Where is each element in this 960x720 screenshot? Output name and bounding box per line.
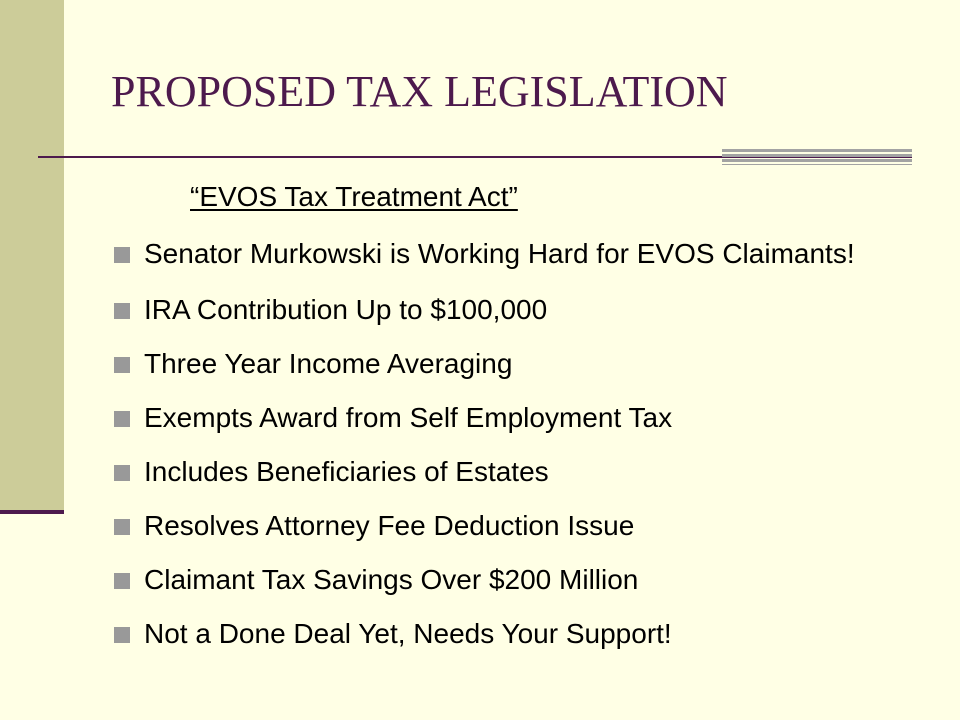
bullet-item (114, 400, 934, 436)
bullet-item (114, 454, 934, 490)
bullet-text: Exempts Award from Self Employment Tax (144, 402, 673, 433)
bullet-text: Not a Done Deal Yet, Needs Your Support! (144, 618, 672, 649)
square-bullet-icon (114, 519, 130, 535)
bullet-item (114, 236, 934, 272)
square-bullet-icon (114, 303, 130, 319)
square-bullet-icon (114, 465, 130, 481)
bullet-item (114, 346, 934, 382)
bullet-item (114, 292, 934, 328)
bullet-item (114, 616, 934, 652)
square-bullet-icon (114, 573, 130, 589)
slide-title: PROPOSED TAX LEGISLATION (111, 67, 728, 116)
slide-subtitle: “EVOS Tax Treatment Act” (190, 181, 518, 212)
bullet-text: Three Year Income Averaging (144, 348, 513, 379)
side-bar-underline (0, 510, 64, 514)
title-divider-accent (722, 149, 912, 165)
bullet-text: Resolves Attorney Fee Deduction Issue (144, 510, 635, 541)
bullet-item (114, 562, 934, 598)
bullet-text: IRA Contribution Up to $100,000 (144, 294, 548, 325)
bullet-list (114, 236, 934, 670)
bullet-text: Includes Beneficiaries of Estates (144, 456, 549, 487)
bullet-text: Senator Murkowski is Working Hard for EVOS Claimants! (144, 238, 855, 269)
bullet-text: Claimant Tax Savings Over $200 Million (144, 564, 639, 595)
left-side-bar (0, 0, 64, 514)
square-bullet-icon (114, 627, 130, 643)
bullet-item (114, 508, 934, 544)
square-bullet-icon (114, 357, 130, 373)
square-bullet-icon (114, 247, 130, 263)
square-bullet-icon (114, 411, 130, 427)
